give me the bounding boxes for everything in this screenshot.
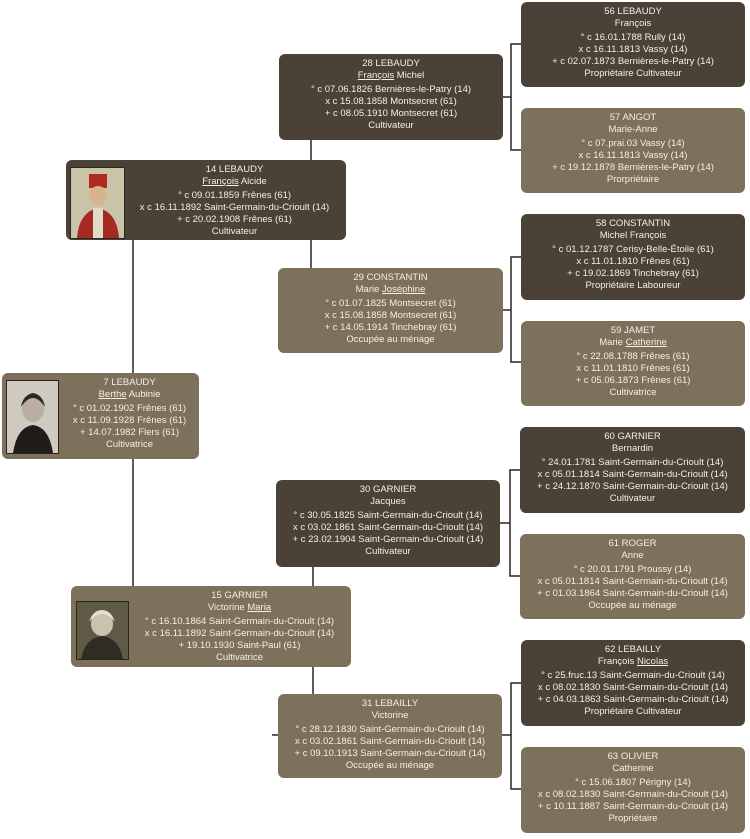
person-62-marriage: x c 08.02.1830 Saint-Germain-du-Crioult (14) bbox=[537, 682, 729, 693]
person-56-birth: ° c 16.01.1788 Rully (14) bbox=[580, 32, 686, 43]
person-56-title: 56 LEBAUDY bbox=[604, 6, 662, 17]
person-62-given-name: François Nicolas bbox=[597, 656, 669, 667]
person-63-marriage: x c 08.02.1830 Saint-Germain-du-Crioult (14) bbox=[537, 789, 729, 800]
person-63[interactable] bbox=[521, 747, 745, 833]
person-15-given-name: Victorine Maria bbox=[207, 602, 272, 613]
person-63-title: 63 OLIVIER bbox=[607, 751, 659, 762]
person-58-occupation: Propriétaire Laboureur bbox=[585, 280, 681, 291]
person-28-marriage: x c 15.08.1858 Montsecret (61) bbox=[325, 96, 457, 107]
person-58-death: + c 19.02.1869 Tinchebray (61) bbox=[567, 268, 699, 279]
person-56[interactable] bbox=[521, 2, 745, 87]
person-29-birth: ° c 01.07.1825 Montsecret (61) bbox=[325, 298, 456, 309]
person-31-occupation: Occupée au ménage bbox=[345, 760, 435, 771]
person-61-marriage: x c 05.01.1814 Saint-Germain-du-Crioult (14) bbox=[537, 576, 728, 587]
person-59-occupation: Cultivatrice bbox=[609, 387, 657, 398]
person-63-death: + c 10.11.1887 Saint-Germain-du-Crioult (14) bbox=[537, 801, 729, 812]
person-7-marriage: x c 11.09.1928 Frênes (61) bbox=[72, 415, 187, 426]
person-7[interactable] bbox=[2, 373, 199, 459]
person-7-given-name: Berthe Aubinie bbox=[98, 389, 161, 400]
person-63-given-name: Catherine bbox=[612, 763, 654, 774]
connector-28 bbox=[503, 44, 521, 150]
portrait-old-woman-photo bbox=[76, 601, 129, 660]
person-14-birth: ° c 09.01.1859 Frênes (61) bbox=[177, 190, 292, 201]
person-57-occupation: Prorpriétaire bbox=[606, 174, 660, 185]
person-15-occupation: Cultivatrice bbox=[216, 652, 263, 663]
person-57-given-name: Marie-Anne bbox=[608, 124, 658, 135]
person-57-death: + c 19.12.1878 Bernières-le-Patry (14) bbox=[552, 162, 714, 173]
connector-31 bbox=[502, 683, 521, 789]
person-59-death: + c 05.06.1873 Frênes (61) bbox=[575, 375, 691, 386]
person-29[interactable] bbox=[278, 268, 503, 353]
person-57[interactable] bbox=[521, 108, 745, 193]
person-59[interactable] bbox=[521, 321, 745, 406]
person-7-birth: ° c 01.02.1902 Frênes (61) bbox=[72, 403, 187, 414]
person-59-birth: ° c 22.08.1788 Frênes (61) bbox=[576, 351, 690, 362]
person-15-death: + 19.10.1930 Saint-Paul (61) bbox=[178, 640, 301, 651]
person-28-birth: ° c 07.06.1826 Bernières-le-Patry (14) bbox=[310, 84, 472, 95]
person-60-occupation: Cultivateur bbox=[609, 493, 656, 504]
person-30-death: + c 23.02.1904 Saint-Germain-du-Crioult (14) bbox=[292, 534, 484, 545]
person-60-given-name: Bernardin bbox=[611, 443, 654, 454]
person-29-marriage: x c 15.08.1858 Montsecret (61) bbox=[324, 310, 457, 321]
person-57-title: 57 ANGOT bbox=[609, 112, 657, 123]
person-58-title: 58 CONSTANTIN bbox=[595, 218, 671, 229]
person-31-death: + c 09.10.1913 Saint-Germain-du-Crioult (14) bbox=[294, 748, 486, 759]
person-15-marriage: x c 16.11.1892 Saint-Germain-du-Crioult (14) bbox=[144, 628, 335, 639]
person-31-marriage: x c 03.02.1861 Saint-Germain-du-Crioult (14) bbox=[294, 736, 486, 747]
person-14-title: 14 LEBAUDY bbox=[205, 164, 264, 175]
person-29-given-name: Marie Joséphine bbox=[355, 284, 426, 295]
person-60-birth: ° 24.01.1781 Saint-Germain-du-Crioult (14) bbox=[541, 457, 724, 468]
person-58-given-name: Michel François bbox=[599, 230, 667, 241]
person-14-given-name: François Alcide bbox=[202, 176, 267, 187]
person-7-title: 7 LEBAUDY bbox=[103, 377, 156, 388]
person-56-given-name: François bbox=[614, 18, 652, 29]
person-30-birth: ° c 30.05.1825 Saint-Germain-du-Crioult (14) bbox=[293, 510, 483, 521]
person-61[interactable] bbox=[520, 534, 745, 619]
person-31-given-name: Victorine bbox=[371, 710, 409, 721]
person-61-birth: ° c 20.01.1791 Proussy (14) bbox=[573, 564, 692, 575]
portrait-woman-photo bbox=[6, 380, 59, 454]
person-31-birth: ° c 28.12.1830 Saint-Germain-du-Crioult (14) bbox=[295, 724, 485, 735]
person-30-title: 30 GARNIER bbox=[359, 484, 417, 495]
person-30-occupation: Cultivateur bbox=[365, 546, 411, 557]
person-15-title: 15 GARNIER bbox=[211, 590, 268, 601]
person-28-death: + c 08.05.1910 Montsecret (61) bbox=[324, 108, 458, 119]
person-28-occupation: Cultivateur bbox=[368, 120, 414, 131]
person-63-occupation: Propriétaire bbox=[608, 813, 658, 824]
person-14-marriage: x c 16.11.1892 Saint-Germain-du-Crioult (14) bbox=[139, 202, 330, 213]
person-62-title: 62 LEBAILLY bbox=[604, 644, 662, 655]
person-61-death: + c 01.03.1864 Saint-Germain-du-Crioult (14) bbox=[537, 588, 728, 599]
person-30-given-name: Jacques bbox=[370, 496, 406, 507]
person-60-marriage: x c 05.01.1814 Saint-Germain-du-Crioult (14) bbox=[537, 469, 728, 480]
person-57-birth: ° c 07.prai.03 Vassy (14) bbox=[581, 138, 685, 149]
person-15-birth: ° c 16.10.1864 Saint-Germain-du-Crioult (14) bbox=[144, 616, 335, 627]
person-14[interactable] bbox=[66, 160, 346, 240]
person-7-occupation: Cultivatrice bbox=[106, 439, 153, 450]
person-62-occupation: Propriétaire Cultivateur bbox=[584, 706, 682, 717]
connector-30 bbox=[500, 470, 520, 576]
person-61-occupation: Occupée au ménage bbox=[588, 600, 677, 611]
person-28-title: 28 LEBAUDY bbox=[362, 58, 420, 69]
person-59-title: 59 JAMET bbox=[610, 325, 656, 336]
person-56-occupation: Propriétaire Cultivateur bbox=[584, 68, 682, 79]
person-7-death: + 14.07.1982 Flers (61) bbox=[79, 427, 180, 438]
person-62[interactable] bbox=[521, 640, 745, 726]
person-30[interactable] bbox=[276, 480, 500, 567]
person-15[interactable] bbox=[71, 586, 351, 667]
person-56-death: + c 02.07.1873 Bernières-le-Patry (14) bbox=[552, 56, 714, 67]
person-62-birth: ° c 25.fruc.13 Saint-Germain-du-Crioult (14) bbox=[541, 670, 725, 681]
person-57-marriage: x c 16.11.1813 Vassy (14) bbox=[578, 150, 688, 161]
person-29-occupation: Occupée au ménage bbox=[346, 334, 435, 345]
person-61-title: 61 ROGER bbox=[608, 538, 657, 549]
person-58-marriage: x c 11.01.1810 Frênes (61) bbox=[576, 256, 690, 267]
person-14-occupation: Cultivateur bbox=[211, 226, 258, 237]
person-60[interactable] bbox=[520, 427, 745, 513]
connector-29 bbox=[503, 257, 521, 362]
person-56-marriage: x c 16.11.1813 Vassy (14) bbox=[578, 44, 688, 55]
person-58[interactable] bbox=[521, 214, 745, 300]
person-29-death: + c 14.05.1914 Tinchebray (61) bbox=[324, 322, 457, 333]
person-29-title: 29 CONSTANTIN bbox=[353, 272, 428, 283]
person-59-given-name: Marie Catherine bbox=[599, 337, 667, 348]
person-28[interactable] bbox=[279, 54, 503, 140]
person-60-title: 60 GARNIER bbox=[604, 431, 661, 442]
person-58-birth: ° c 01.12.1787 Cerisy-Belle-Étoile (61) bbox=[552, 244, 714, 255]
portrait-soldier-photo bbox=[70, 167, 125, 239]
person-62-death: + c 04.03.1863 Saint-Germain-du-Crioult (14) bbox=[537, 694, 729, 705]
person-14-death: + c 20.02.1908 Frênes (61) bbox=[177, 214, 292, 225]
person-30-marriage: x c 03.02.1861 Saint-Germain-du-Crioult (14) bbox=[292, 522, 484, 533]
person-61-given-name: Anne bbox=[621, 550, 644, 561]
person-31[interactable] bbox=[278, 694, 502, 778]
person-31-title: 31 LEBAILLY bbox=[361, 698, 419, 709]
person-60-death: + c 24.12.1870 Saint-Germain-du-Crioult (14) bbox=[537, 481, 728, 492]
person-63-birth: ° c 15.06.1807 Périgny (14) bbox=[575, 777, 691, 788]
person-28-given-name: François Michel bbox=[357, 70, 425, 81]
person-59-marriage: x c 11.01.1810 Frênes (61) bbox=[576, 363, 690, 374]
